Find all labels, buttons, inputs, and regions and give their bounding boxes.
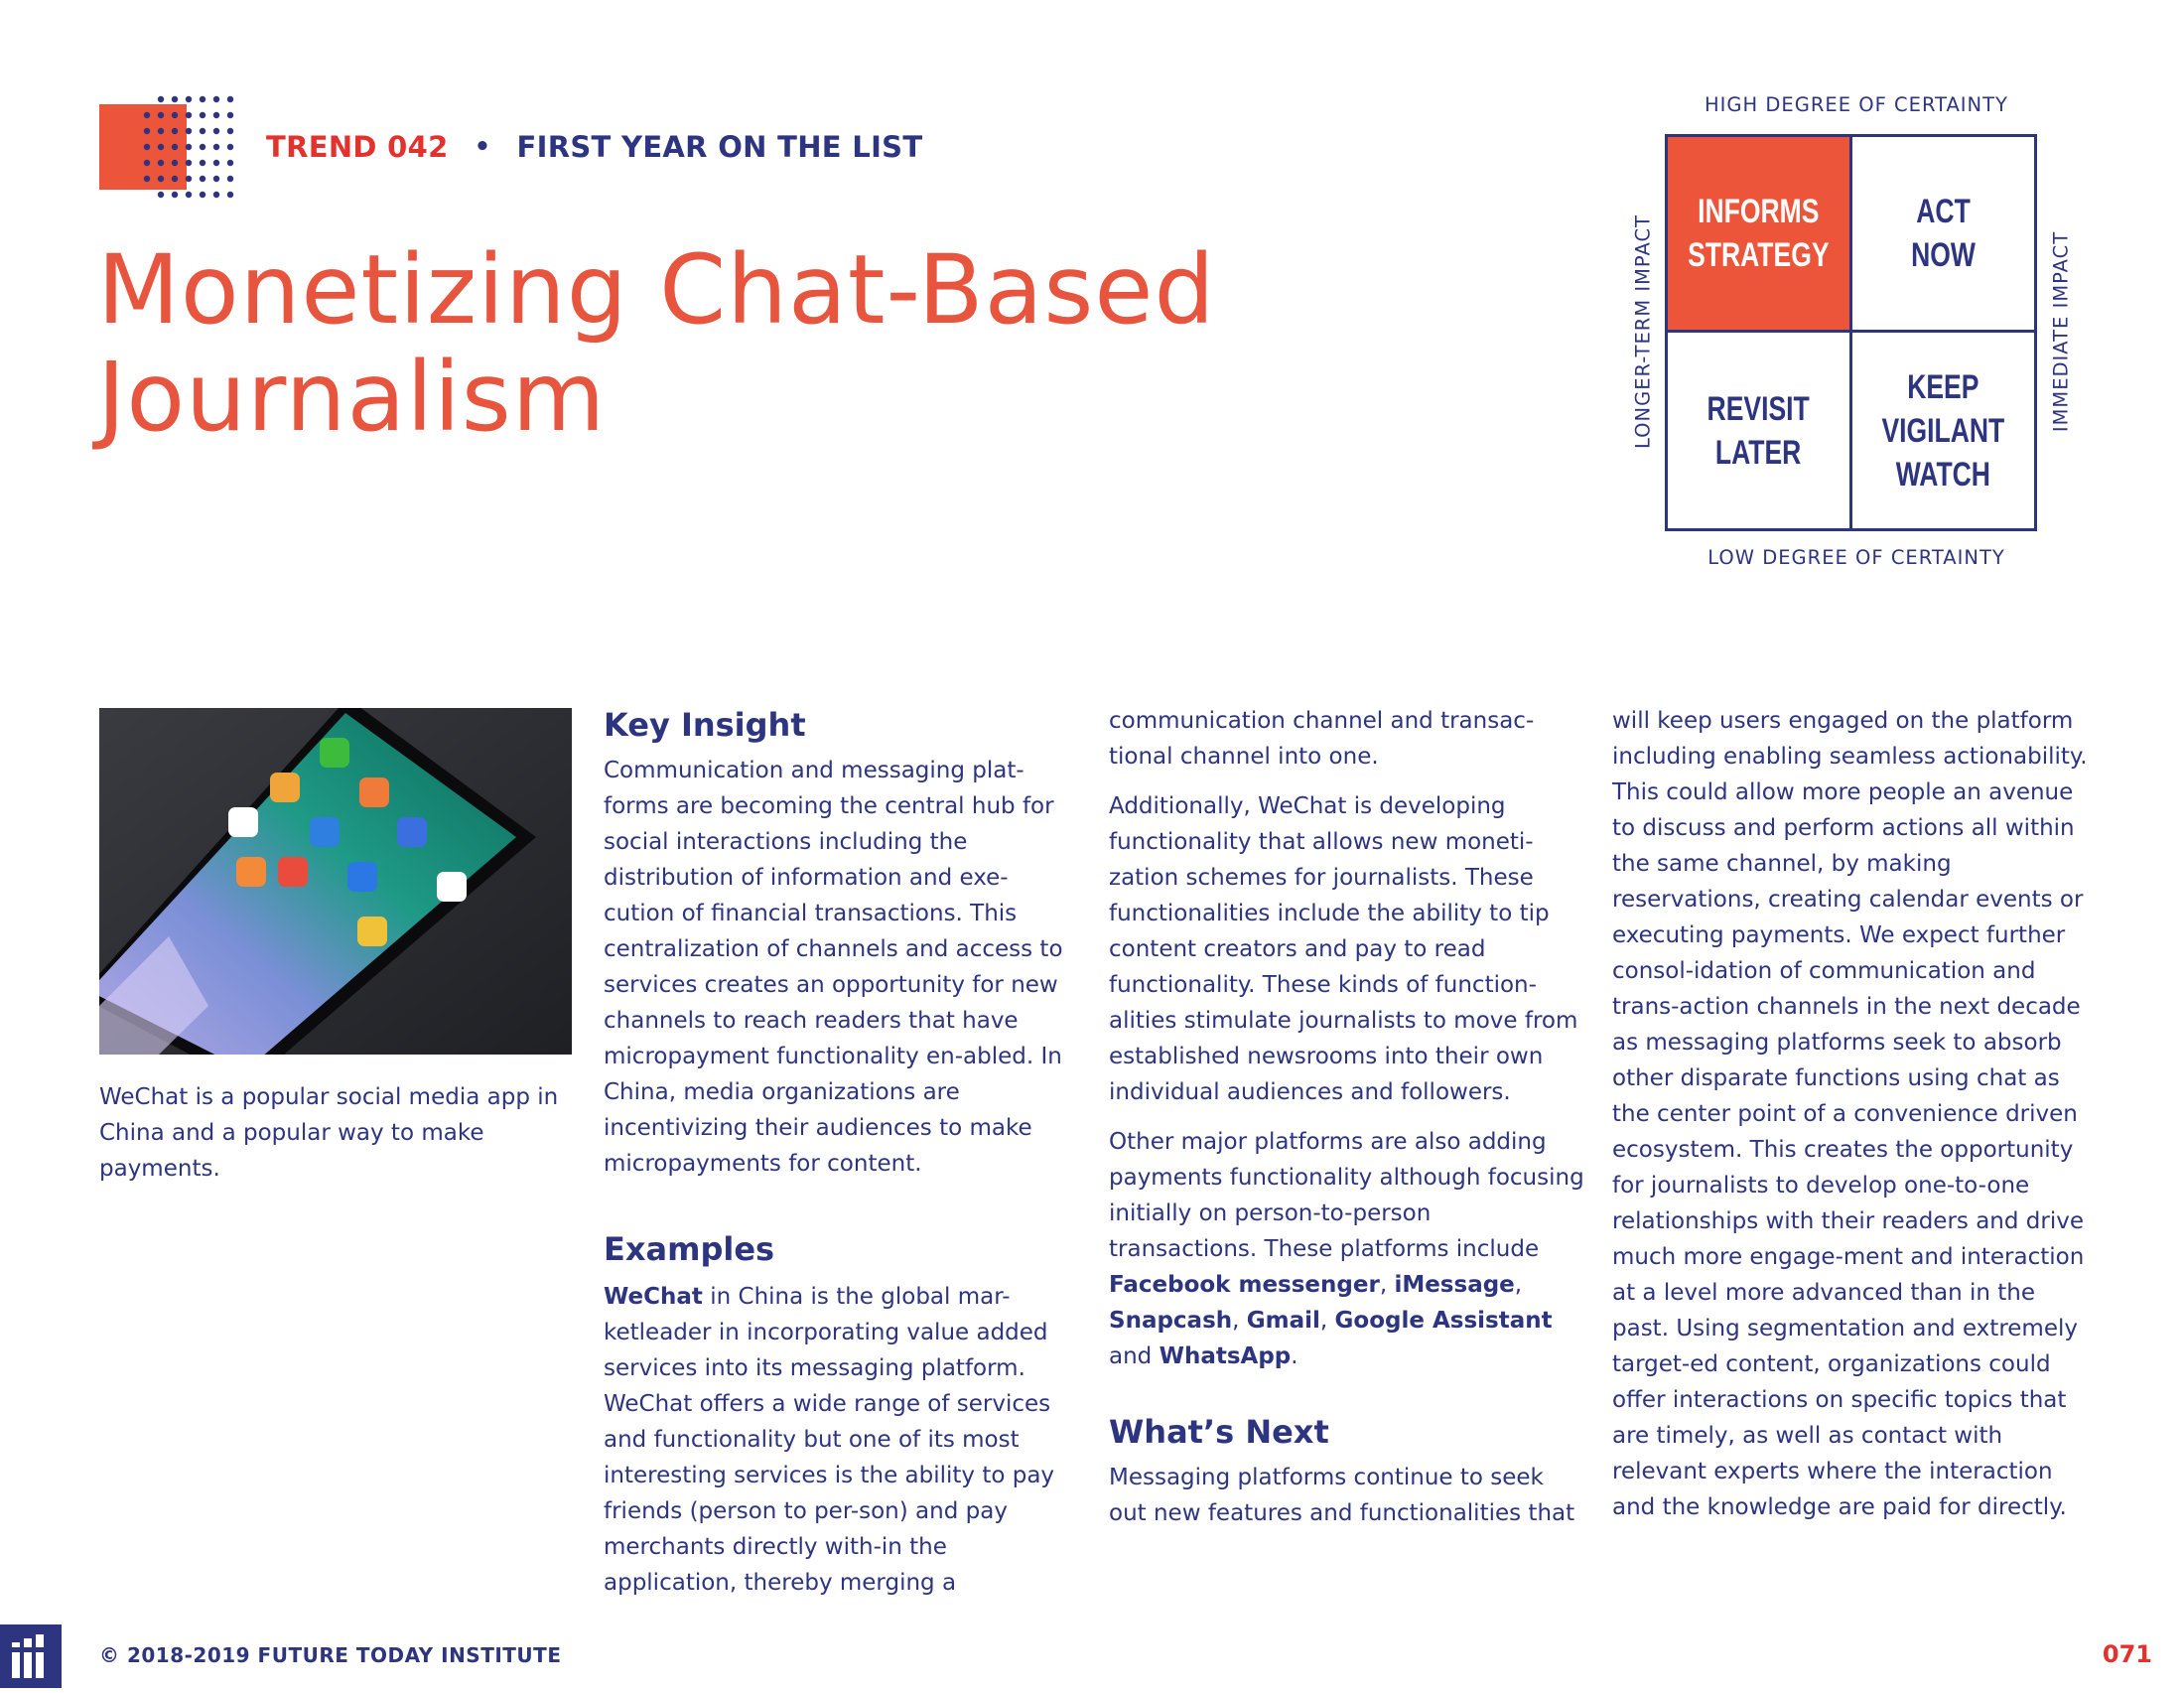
wechat-link[interactable]: WeChat <box>604 1284 703 1310</box>
comma: , <box>1319 1308 1335 1334</box>
platform-gmail[interactable]: Gmail <box>1246 1308 1320 1334</box>
logo-dot <box>172 160 178 166</box>
logo-dot <box>200 192 205 198</box>
matrix-bottom-label: LOW DEGREE OF CERTAINTY <box>1707 546 2005 569</box>
examples-paragraph-2: Additionally, WeChat is developing functionality that allows new moneti-zation schemes for journalists. These functionalities include the ability to tip content creators and pay to read functionality. These kinds of function-alities stimulate journalists to move from established newsrooms into their own individual audiences and followers. <box>1109 793 1578 1105</box>
and-word: and <box>1109 1343 1160 1369</box>
key-insight-body: Communication and messaging plat-forms are becoming the central hub for social interactions including the distribution of information and exe-cution of financial transactions. This centralization of channels and access to services creates an opportunity for new channels to reach readers that have micropayment functionality en-abled. In China, media organizations are incentivizing their audiences to make micropayments for content. <box>604 758 1063 1177</box>
logo-dot <box>158 96 164 102</box>
logo-dot <box>158 112 164 118</box>
examples-p1-continuation-wrap <box>1109 703 1585 775</box>
logo-dot <box>144 160 150 166</box>
logo-dot <box>186 176 192 182</box>
logo-dot <box>186 144 192 150</box>
logo-dot <box>158 144 164 150</box>
examples-paragraph-1 <box>604 1279 1078 1601</box>
whats-next-body <box>1109 1460 1585 1531</box>
page-number: 071 <box>2102 1640 2152 1668</box>
logo-dot <box>227 176 233 182</box>
logo-dot <box>186 96 192 102</box>
examples-p1-continuation <box>1109 703 1583 775</box>
certainty-matrix <box>1665 134 2037 531</box>
comma: , <box>1232 1308 1247 1334</box>
logo-dot <box>144 176 150 182</box>
matrix-cell-label: KEEP VIGILANT WATCH <box>1881 367 2005 494</box>
footer-copyright: © 2018-2019 FUTURE TODAY INSTITUTE <box>99 1643 562 1667</box>
key-insight-heading: Key Insight <box>604 706 806 744</box>
matrix-cell-label: INFORMS STRATEGY <box>1688 193 1830 274</box>
matrix-cell-revisit-later <box>1668 333 1852 528</box>
logo-dot <box>172 128 178 134</box>
logo-dot <box>158 176 164 182</box>
matrix-cell-label: REVISIT LATER <box>1706 389 1810 472</box>
whats-next-heading: What’s Next <box>1109 1413 1329 1451</box>
examples-heading: Examples <box>604 1230 775 1268</box>
logo-dot <box>227 112 233 118</box>
logo-dot <box>200 96 205 102</box>
matrix-cell-keep-vigilant-watch <box>1852 333 2034 528</box>
comma: , <box>1379 1272 1395 1298</box>
wechat-phone-photo <box>99 708 572 1055</box>
platform-facebook-messenger[interactable]: Facebook messenger <box>1109 1272 1380 1298</box>
matrix-cell-label: ACT NOW <box>1910 193 1976 274</box>
logo-dot <box>227 192 233 198</box>
logo-dot <box>186 128 192 134</box>
platform-imessage[interactable]: iMessage <box>1394 1272 1515 1298</box>
logo-dot <box>227 128 233 134</box>
logo-dot <box>186 160 192 166</box>
logo-dot <box>186 192 192 198</box>
page-title: Monetizing Chat-Based Journalism <box>97 234 1216 453</box>
logo-dot <box>200 176 205 182</box>
logo-dot <box>158 160 164 166</box>
logo-dot <box>186 112 192 118</box>
logo-dot <box>172 192 178 198</box>
matrix-cell-informs-strategy <box>1668 137 1852 333</box>
period: . <box>1291 1343 1298 1369</box>
platform-google-assistant[interactable]: Google Assistant <box>1334 1308 1553 1334</box>
whats-next-continuation: will keep users engaged on the platform including enabling seamless actionability. This could allow more people an avenue to discuss and perform actions all within the same channel, by making reservations, creating calendar events or executing payments. We expect further consol-idation of communication and trans-action channels in the next decade as messaging platforms seek to absorb other disparate functions using chat as the center point of a convenience driven ecosystem. This creates the opportunity for journalists to develop one-to-one relationships with their readers and drive much more engage-ment and interaction at a level more advanced than in the past. Using segmentation and extremely target-ed content, organizations could offer interactions on specific topics that are timely, as well as contact with relevant experts where the interaction and the knowledge are paid for directly. <box>1612 708 2088 1520</box>
logo-dot <box>213 192 219 198</box>
logo-dot <box>213 112 219 118</box>
logo-dot <box>213 144 219 150</box>
column-2 <box>1109 703 1585 1531</box>
trend-header <box>266 125 922 169</box>
matrix-top-label: HIGH DEGREE OF CERTAINTY <box>1705 93 2008 116</box>
bullet-separator: • <box>474 132 491 162</box>
logo-dot <box>144 128 150 134</box>
logo-dot <box>213 128 219 134</box>
matrix-cell-act-now <box>1852 137 2034 333</box>
whats-next-continuation-wrap <box>1612 703 2095 1597</box>
logo-dot <box>213 96 219 102</box>
examples-p3-intro: Other major platforms are also adding payments functionality although focusing initially on person-to-person transactions. These platforms include <box>1109 1129 1584 1262</box>
column-3 <box>1612 703 2095 1597</box>
examples-paragraph-3 <box>1109 1124 1585 1374</box>
logo-dot <box>213 160 219 166</box>
comma: , <box>1514 1272 1523 1298</box>
fti-logo <box>0 1624 62 1688</box>
logo-dot <box>172 112 178 118</box>
logo-dot <box>144 144 150 150</box>
logo-dot <box>200 160 205 166</box>
logo-dot <box>200 144 205 150</box>
logo-dot <box>213 176 219 182</box>
logo-dot <box>172 144 178 150</box>
column-1 <box>604 703 1078 1601</box>
trend-number: TREND 042 <box>266 130 449 164</box>
logo-dot <box>158 192 164 198</box>
trend-status: FIRST YEAR ON THE LIST <box>516 130 923 164</box>
logo-dot <box>227 96 233 102</box>
platform-snapcash[interactable]: Snapcash <box>1109 1308 1233 1334</box>
logo-dot <box>172 96 178 102</box>
matrix-left-label: LONGER-TERM IMPACT <box>1631 214 1655 449</box>
logo-dot <box>158 128 164 134</box>
platform-whatsapp[interactable]: WhatsApp <box>1159 1343 1292 1369</box>
matrix-right-label: IMMEDIATE IMPACT <box>2049 230 2073 433</box>
logo-dot <box>200 128 205 134</box>
logo-dot <box>144 112 150 118</box>
photo-caption: WeChat is a popular social media app in China and a popular way to make payments. <box>99 1084 559 1182</box>
logo-dot <box>200 112 205 118</box>
examples-p1-text: in China is the global mar-ketleader in incorporating value added services into its messaging platform. WeChat offers a wide range of services and functionality but one of its most interesting services is the ability to pay friends (person to per-son) and pay merchants directly with-in the application, thereby merging a <box>604 1284 1055 1596</box>
whats-next-text: Messaging platforms continue to seek out new features and functionalities that <box>1109 1465 1575 1526</box>
trend-logo <box>99 91 243 206</box>
logo-dot <box>227 144 233 150</box>
logo-dot <box>172 176 178 182</box>
logo-dot <box>227 160 233 166</box>
examples-p1-flow-text: communication channel and transac-tional channel into one. <box>1109 708 1535 770</box>
